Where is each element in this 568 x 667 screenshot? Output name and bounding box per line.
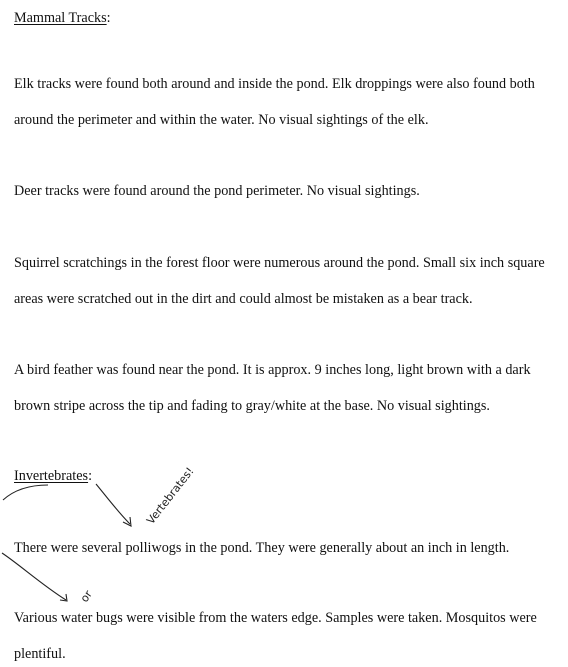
- mammal-tracks-heading-colon: :: [106, 10, 111, 26]
- deer-paragraph-line-1: Deer tracks were found around the pond perimeter. No visual sightings.: [14, 183, 420, 199]
- polliwog-paragraph-line-1: There were several polliwogs in the pond. They were generally about an inch in length.: [14, 540, 510, 556]
- elk-paragraph-line-2: around the perimeter and within the water. No visual sightings of the elk.: [14, 112, 429, 128]
- vertebrates-handwritten-note: Vertebrates!: [144, 464, 197, 527]
- or-handwritten-note: or: [77, 588, 95, 605]
- squirrel-paragraph-line-1: Squirrel scratchings in the forest floor were numerous around the pond. Small six inch square: [14, 255, 545, 271]
- water-bugs-paragraph-line-2: plentiful.: [14, 646, 66, 662]
- elk-paragraph-line-1: Elk tracks were found both around and inside the pond. Elk droppings were also found both: [14, 76, 535, 92]
- invertebrates-heading-colon: :: [88, 468, 93, 484]
- mammal-tracks-heading: [14, 10, 111, 26]
- feather-paragraph-line-2: brown stripe across the tip and fading to gray/white at the base. No visual sightings.: [14, 398, 490, 414]
- water-bugs-paragraph-line-1: Various water bugs were visible from the waters edge. Samples were taken. Mosquitos were: [14, 610, 537, 626]
- squirrel-paragraph-line-2: areas were scratched out in the dirt and could almost be mistaken as a bear track.: [14, 291, 473, 307]
- invertebrates-heading-text: Invertebrates: [14, 468, 89, 484]
- feather-paragraph-line-1: A bird feather was found near the pond. It is approx. 9 inches long, light brown with a dark: [14, 362, 531, 378]
- mammal-tracks-heading-text: Mammal Tracks: [14, 10, 107, 26]
- invertebrates-heading: [14, 468, 92, 484]
